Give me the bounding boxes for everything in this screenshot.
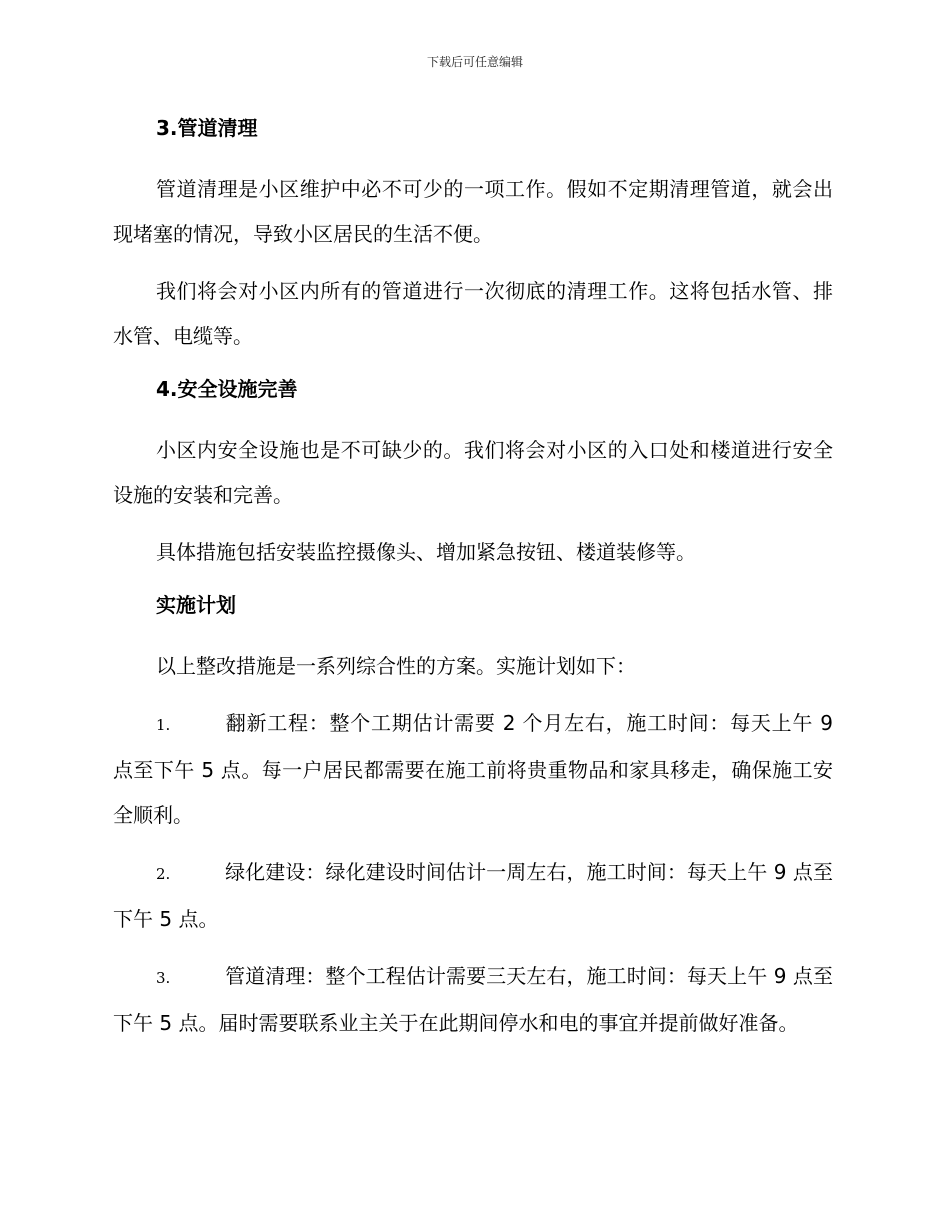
list-item — [113, 701, 833, 838]
list-item-text: 管道清理：整个工程估计需要三天左右，施工时间：每天上午 9 点至下午 5 点。届时需要联系业主关于在此期间停水和电的事宜并提前做好准备。 — [113, 964, 833, 1035]
list-item — [113, 954, 833, 1046]
list-item-number: 1. — [156, 716, 171, 734]
list-item-text: 翻新工程：整个工期估计需要 2 个月左右，施工时间：每天上午 9 点至下午 5 点。每一户居民都需要在施工前将贵重物品和家具移走，确保施工安全顺利。 — [113, 711, 833, 827]
section-heading-safety: 4.安全设施完善 — [156, 377, 298, 401]
list-item-number: 3. — [156, 969, 171, 987]
list-item-text: 绿化建设：绿化建设时间估计一周左右，施工时间：每天上午 9 点至下午 5 点。 — [113, 860, 833, 931]
paragraph: 以上整改措施是一系列综合性的方案。实施计划如下： — [156, 654, 636, 678]
paragraph: 管道清理是小区维护中必不可少的一项工作。假如不定期清理管道，就会出现堵塞的情况，导致小区居民的生活不便。 — [113, 177, 833, 246]
section-heading-pipe-cleaning: 3.管道清理 — [156, 116, 258, 140]
section-heading-plan: 实施计划 — [156, 593, 236, 617]
paragraph: 具体措施包括安装监控摄像头、增加紧急按钮、楼道装修等。 — [156, 540, 696, 564]
paragraph: 我们将会对小区内所有的管道进行一次彻底的清理工作。这将包括水管、排水管、电缆等。 — [113, 279, 833, 348]
page-header: 下载后可任意编辑 — [426, 55, 523, 69]
paragraph: 小区内安全设施也是不可缺少的。我们将会对小区的入口处和楼道进行安全设施的安装和完善。 — [113, 438, 833, 507]
list-item-number: 2. — [156, 865, 171, 883]
list-item — [113, 850, 833, 942]
document-body — [113, 112, 833, 1046]
